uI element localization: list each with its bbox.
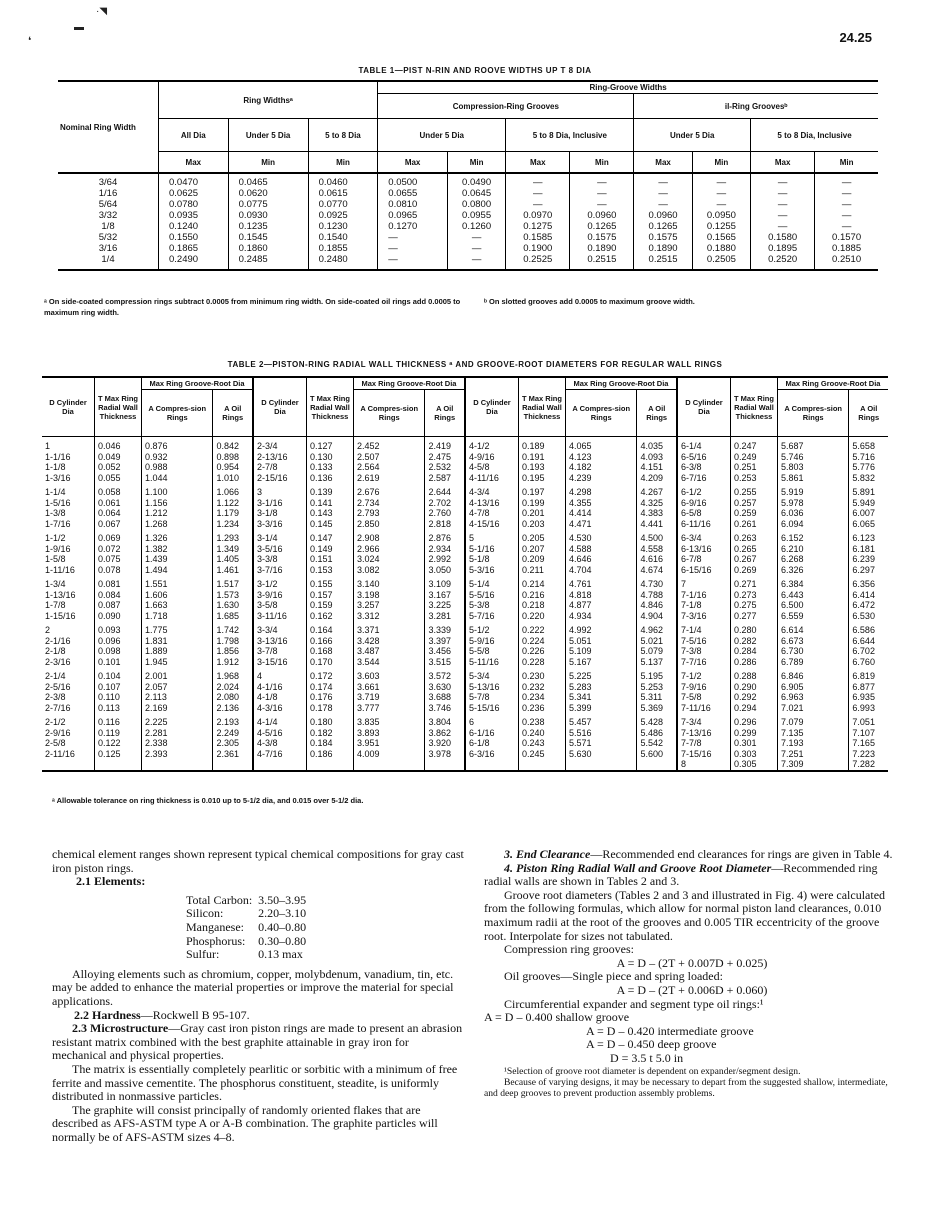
- table2-wall-thickness: 0.127 0.130 0.133 0.136: [306, 437, 353, 484]
- table2-row-group: [42, 575, 888, 621]
- table2-cylinder-dia: 4 4-1/16 4-1/8 4-3/16: [253, 667, 307, 713]
- table2-cylinder-dia: 5-3/4 5-13/16 5-7/8 5-15/16: [465, 667, 519, 713]
- table1-header-max: Max: [634, 152, 692, 174]
- table2-cylinder-dia: 5 5-1/16 5-1/8 5-3/16: [465, 529, 519, 575]
- section-4-text: —Recommended ring radial walls are shown in Tables 2 and 3.: [484, 860, 878, 889]
- table2-wall-thickness: 0.069 0.072 0.075 0.078: [95, 529, 142, 575]
- oil-label: Oil grooves—Single piece and spring loaded:: [504, 969, 723, 984]
- table2-groove-root-oil: 3.109 3.167 3.225 3.281: [425, 575, 465, 621]
- table2-row-group: [42, 437, 888, 484]
- section-2-2-heading: 2.2 Hardness: [74, 1007, 141, 1022]
- table2-groove-root-oil: 5.195 5.253 5.311 5.369: [637, 667, 677, 713]
- table2-header-a-compression: A Compres-sion Rings: [353, 390, 424, 437]
- table2-groove-root-compression: 4.992 5.051 5.109 5.167: [565, 621, 636, 667]
- table2-header-wall-thickness: T Max Ring Radial Wall Thickness: [95, 377, 142, 437]
- table2-header-groove-root: Max Ring Groove-Root Dia: [142, 377, 253, 390]
- table2: [42, 376, 888, 772]
- table2-groove-root-oil: 2.876 2.934 2.992 3.050: [425, 529, 465, 575]
- table2-cylinder-dia: 6-1/4 6-5/16 6-3/8 6-7/16: [677, 437, 731, 484]
- table1-col-rw-all: 0.0470 0.0625 0.0780 0.0935 0.1240 0.1550 0.1865 0.2490: [159, 173, 229, 270]
- table2-groove-root-oil: 1.517 1.573 1.630 1.685: [213, 575, 253, 621]
- element-name: Silicon:: [186, 906, 224, 921]
- element-row: [186, 907, 312, 921]
- table2-groove-root-oil: 1.968 2.024 2.080 2.136: [213, 667, 253, 713]
- table1-header-max: Max: [751, 152, 815, 174]
- table1-col-comp-5to8-min: — — — 0.0960 0.1265 0.1575 0.1890 0.2515: [570, 173, 634, 270]
- table2-groove-root-compression: 4.065 4.123 4.182 4.239: [565, 437, 636, 484]
- table2-header-a-compression: A Compres-sion Rings: [142, 390, 213, 437]
- table2-groove-root-compression: 2.908 2.966 3.024 3.082: [353, 529, 424, 575]
- table2-groove-root-compression: 6.152 6.210 6.268 6.326: [777, 529, 848, 575]
- table2-wall-thickness: 0.164 0.166 0.168 0.170: [306, 621, 353, 667]
- elements-table: [186, 894, 312, 962]
- left-paragraph-4: The graphite will consist principally of randomly oriented flakes that are described as AFS-ASTM type A or A-B combination. The graphite particles will normally be of AFS-ASTM sizes 4–8.: [52, 1102, 438, 1144]
- table2-wall-thickness: 0.189 0.191 0.193 0.195: [518, 437, 565, 484]
- table2-groove-root-oil: 6.586 6.644 6.702 6.760: [849, 621, 888, 667]
- element-row: [186, 894, 312, 908]
- page-number: 24.25: [839, 30, 872, 45]
- scan-mark: ▬: [74, 22, 84, 33]
- table2-header-wall-thickness: T Max Ring Radial Wall Thickness: [306, 377, 353, 437]
- table2-header-cylinder-dia: D Cylinder Dia: [677, 377, 731, 437]
- table2-groove-root-compression: 7.079 7.135 7.193 7.251 7.309: [777, 713, 848, 771]
- table2-groove-root-compression: 3.603 3.661 3.719 3.777: [353, 667, 424, 713]
- table1-header-comp-5to8: 5 to 8 Dia, Inclusive: [506, 119, 634, 152]
- table2-wall-thickness: 0.280 0.282 0.284 0.286: [730, 621, 777, 667]
- table1-header-all-dia: All Dia: [159, 119, 229, 152]
- table2-wall-thickness: 0.255 0.257 0.259 0.261: [730, 483, 777, 529]
- table2-groove-root-oil: 4.962 5.021 5.079 5.137: [637, 621, 677, 667]
- element-row: [186, 935, 312, 949]
- table2-cylinder-dia: 5-1/2 5-9/16 5-5/8 5-11/16: [465, 621, 519, 667]
- table1-header-oil: il-Ring Groovesᵇ: [634, 94, 878, 119]
- table2-cylinder-dia: 7-3/4 7-13/16 7-7/8 7-15/16 8: [677, 713, 731, 771]
- table2-cylinder-dia: 4-1/2 4-9/16 4-5/8 4-11/16: [465, 437, 519, 484]
- table1-header-max: Max: [159, 152, 229, 174]
- table2-groove-root-compression: 4.298 4.355 4.414 4.471: [565, 483, 636, 529]
- table1-header-min: Min: [447, 152, 505, 174]
- table2-groove-root-oil: 2.419 2.475 2.532 2.587: [425, 437, 465, 484]
- element-name: Manganese:: [186, 919, 244, 934]
- table2-groove-root-oil: 7.051 7.107 7.165 7.223 7.282: [849, 713, 888, 771]
- element-name: Sulfur:: [186, 947, 220, 962]
- equation-diameter-range: D = 3.5 t 5.0 in: [610, 1050, 684, 1065]
- table2-header-a-compression: A Compres-sion Rings: [777, 390, 848, 437]
- left-paragraph-3: The matrix is essentially completely pearlitic or sorbitic with a minimum of free ferrite and massive cementite. The phosphorus constituent, steadite, is uniformly distributed in nonmassive particles.: [52, 1061, 458, 1104]
- table2-groove-root-oil: 4.500 4.558 4.616 4.674: [637, 529, 677, 575]
- table2-wall-thickness: 0.139 0.141 0.143 0.145: [306, 483, 353, 529]
- element-name: Total Carbon:: [186, 892, 253, 907]
- table2-wall-thickness: 0.172 0.174 0.176 0.178: [306, 667, 353, 713]
- element-value: 2.20–3.10: [258, 906, 307, 921]
- table1-header-ring-widths: Ring Widthsᵃ: [159, 81, 378, 119]
- equation-intermediate: A = D – 0.420 intermediate groove: [586, 1023, 754, 1038]
- equation-oil: A = D – (2T + 0.006D + 0.060): [616, 982, 768, 997]
- table2-groove-root-compression: 1.775 1.831 1.889 1.945: [142, 621, 213, 667]
- left-column: [52, 848, 464, 1144]
- table2-groove-root-compression: 4.530 4.588 4.646 4.704: [565, 529, 636, 575]
- section-2-2: [52, 1009, 464, 1023]
- table2-footnote: ᵃ Allowable tolerance on ring thickness is 0.010 up to 5-1/2 dia, and 0.015 over 5-1/2 dia.: [52, 796, 364, 805]
- table2-groove-root-compression: 1.551 1.606 1.663 1.718: [142, 575, 213, 621]
- table1-footnote-a: ᵃ On side-coated compression rings subtract 0.0005 from minimum ring width. On side-coated oil rings add 0.0005 to maximum ring width.: [44, 297, 461, 317]
- table2-groove-root-compression: 4.761 4.818 4.877 4.934: [565, 575, 636, 621]
- table2-groove-root-compression: 6.614 6.673 6.730 6.789: [777, 621, 848, 667]
- table2-groove-root-oil: 1.742 1.798 1.856 1.912: [213, 621, 253, 667]
- table2-groove-root-compression: 5.225 5.283 5.341 5.399: [565, 667, 636, 713]
- table2-wall-thickness: 0.222 0.224 0.226 0.228: [518, 621, 565, 667]
- left-paragraph-1: chemical element ranges shown represent typical chemical compositions for gray cast iron piston rings.: [52, 847, 464, 875]
- table2-wall-thickness: 0.247 0.249 0.251 0.253: [730, 437, 777, 484]
- table2-header-a-oil: A Oil Rings: [849, 390, 888, 437]
- table2-cylinder-dia: 2-1/2 2-9/16 2-5/8 2-11/16: [42, 713, 95, 771]
- table2-wall-thickness: 0.288 0.290 0.292 0.294: [730, 667, 777, 713]
- table2-groove-root-oil: 6.819 6.877 6.935 6.993: [849, 667, 888, 713]
- section-2-3-heading: 2.3 Microstructure: [72, 1021, 169, 1036]
- element-value: 3.50–3.95: [258, 892, 307, 907]
- element-value: 0.30–0.80: [258, 933, 307, 948]
- right-paragraph-1: Groove root diameters (Tables 2 and 3 and illustrated in Fig. 4) were calculated from the following formulas, which allow for normal piston land clearances, 0.010 maximum radii at the root of the grooves and 0.005 TIR eccentricity of the groove root. Interpolate for sizes not tabulated.: [484, 887, 886, 943]
- element-row: [186, 948, 312, 962]
- table1-col-rw-under5: 0.0465 0.0620 0.0775 0.0930 0.1235 0.1545 0.1860 0.2485: [228, 173, 308, 270]
- table2-groove-root-oil: 5.891 5.949 6.007 6.065: [849, 483, 888, 529]
- table1-header-max: Max: [378, 152, 448, 174]
- table2-groove-root-compression: 3.835 3.893 3.951 4.009: [353, 713, 424, 771]
- table2-wall-thickness: 0.116 0.119 0.122 0.125: [95, 713, 142, 771]
- table2-cylinder-dia: 3-3/4 3-13/16 3-7/8 3-15/16: [253, 621, 307, 667]
- section-3: [484, 848, 900, 862]
- table2-groove-root-oil: 6.356 6.414 6.472 6.530: [849, 575, 888, 621]
- table2-wall-thickness: 0.263 0.265 0.267 0.269: [730, 529, 777, 575]
- table2-header-cylinder-dia: D Cylinder Dia: [253, 377, 307, 437]
- table2-cylinder-dia: 4-1/4 4-5/16 4-3/8 4-7/16: [253, 713, 307, 771]
- table2-groove-root-oil: 0.842 0.898 0.954 1.010: [213, 437, 253, 484]
- table1-header-min: Min: [692, 152, 750, 174]
- table2-groove-root-compression: 1.100 1.156 1.212 1.268: [142, 483, 213, 529]
- table2-wall-thickness: 0.238 0.240 0.243 0.245: [518, 713, 565, 771]
- table2-wall-thickness: 0.058 0.061 0.064 0.067: [95, 483, 142, 529]
- table2-cylinder-dia: 1-3/4 1-13/16 1-7/8 1-15/16: [45, 579, 76, 621]
- table2-cylinder-dia: 3 3-1/16 3-1/8 3-3/16: [253, 483, 307, 529]
- table2-header-a-oil: A Oil Rings: [425, 390, 465, 437]
- table2-cylinder-dia: 6 6-1/16 6-1/8 6-3/16: [465, 713, 519, 771]
- table2-row-group: [42, 529, 888, 575]
- table2-row-group: [42, 667, 888, 713]
- element-name: Phosphorus:: [186, 933, 246, 948]
- table2-cylinder-dia: 7-1/4 7-5/16 7-3/8 7-7/16: [677, 621, 731, 667]
- table2-cylinder-dia: 2-3/4 2-13/16 2-7/8 2-15/16: [253, 437, 307, 484]
- table1-header-min: Min: [570, 152, 634, 174]
- circumferential-label: Circumferential expander and segment type oil rings:¹: [504, 996, 764, 1011]
- scan-mark: ❛: [28, 36, 32, 47]
- table1-col-oil-5to8-min: — — — — — 0.1570 0.1885 0.2510: [815, 173, 878, 270]
- table2-groove-root-compression: 0.876 0.932 0.988 1.044: [142, 437, 213, 484]
- table2-wall-thickness: 0.296 0.299 0.301 0.303 0.305: [730, 713, 777, 771]
- table2-groove-root-oil: 2.644 2.702 2.760 2.818: [425, 483, 465, 529]
- table1-header-ring-groove: Ring-Groove Widths: [378, 81, 878, 94]
- table2-header-wall-thickness: T Max Ring Radial Wall Thickness: [518, 377, 565, 437]
- table2-groove-root-compression: 6.384 6.443 6.500 6.559: [777, 575, 848, 621]
- table2-wall-thickness: 0.104 0.107 0.110 0.113: [95, 667, 142, 713]
- equation-deep: A = D – 0.450 deep groove: [586, 1037, 717, 1052]
- table2-cylinder-dia: 6-1/2 6-9/16 6-5/8 6-11/16: [677, 483, 731, 529]
- table1-title: TABLE 1—PIST N-RIN AND ROOVE WIDTHS UP T 8 DIA: [358, 66, 592, 75]
- table2-groove-root-oil: 6.123 6.181 6.239 6.297: [849, 529, 888, 575]
- table2-wall-thickness: 0.180 0.182 0.184 0.186: [306, 713, 353, 771]
- table2-header-cylinder-dia: D Cylinder Dia: [465, 377, 519, 437]
- table2-header-a-oil: A Oil Rings: [637, 390, 677, 437]
- section-2-2-text: —Rockwell B 95-107.: [140, 1007, 250, 1022]
- table2-row-group: [42, 713, 888, 771]
- table2-wall-thickness: 0.081 0.084 0.087 0.090: [95, 575, 142, 621]
- table2-cylinder-dia: 1-1/4 1-5/16 1-3/8 1-7/16: [45, 487, 71, 529]
- table1-header-oil-5to8: 5 to 8 Dia, Inclusive: [751, 119, 878, 152]
- section-2-3-text: —Gray cast iron piston rings are made to present an abrasion resistant matrix combined with the best graphite attainable in gray iron for mechanical and physical properties.: [52, 1021, 463, 1063]
- table2-header-a-oil: A Oil Rings: [213, 390, 253, 437]
- table2-groove-root-oil: 1.293 1.349 1.405 1.461: [213, 529, 253, 575]
- table1-col-comp-under5-max: 0.0500 0.0655 0.0810 0.0965 0.1270 — — —: [378, 173, 448, 270]
- table2-header-groove-root: Max Ring Groove-Root Dia: [353, 377, 464, 390]
- table1-header-min: Min: [308, 152, 378, 174]
- table2-cylinder-dia: 3-1/2 3-9/16 3-5/8 3-11/16: [253, 575, 307, 621]
- table1-col-comp-under5-min: 0.0490 0.0645 0.0800 0.0955 0.1260 — — —: [447, 173, 505, 270]
- table2-groove-root-compression: 2.001 2.057 2.113 2.169: [142, 667, 213, 713]
- section-4: [484, 862, 900, 889]
- table2-groove-root-compression: 1.326 1.382 1.439 1.494: [142, 529, 213, 575]
- table2-groove-root-compression: 3.140 3.198 3.257 3.312: [353, 575, 424, 621]
- left-paragraph-2: Alloying elements such as chromium, copper, molybdenum, vanadium, tin, etc. may be added to enhance the material properties or improve the material for special applications.: [52, 966, 454, 1008]
- table1-header-min: Min: [228, 152, 308, 174]
- table1-header-compression: Compression-Ring Grooves: [378, 94, 634, 119]
- table1: [58, 80, 878, 271]
- table1-col-comp-5to8-max: — — — 0.0970 0.1275 0.1585 0.1900 0.2525: [506, 173, 570, 270]
- table2-wall-thickness: 0.046 0.049 0.052 0.055: [95, 437, 142, 484]
- table1-header-max: Max: [506, 152, 570, 174]
- table2-groove-root-compression: 5.687 5.746 5.803 5.861: [777, 437, 848, 484]
- table2-groove-root-oil: 3.572 3.630 3.688 3.746: [425, 667, 465, 713]
- table1-col-oil-under5-min: — — — 0.0950 0.1255 0.1565 0.1880 0.2505: [692, 173, 750, 270]
- section-4-heading: 4. Piston Ring Radial Wall and Groove Root Diameter: [504, 860, 772, 875]
- table2-groove-root-compression: 5.457 5.516 5.571 5.630: [565, 713, 636, 771]
- equation-shallow: A = D – 0.400 shallow groove: [484, 1010, 630, 1025]
- table1-col-nominal: 3/64 1/16 5/64 3/32 1/8 5/32 3/16 1/4: [58, 173, 159, 270]
- table1-header-5to8: 5 to 8 Dia: [308, 119, 378, 152]
- scan-mark: ·◥: [96, 6, 108, 17]
- table2-title: TABLE 2—PISTON-RING RADIAL WALL THICKNESS ᵃ AND GROOVE-ROOT DIAMETERS FOR REGULAR WALL RINGS: [227, 360, 723, 369]
- table2-groove-root-compression: 5.919 5.978 6.036 6.094: [777, 483, 848, 529]
- table2-header-groove-root: Max Ring Groove-Root Dia: [777, 377, 888, 390]
- table2-wall-thickness: 0.147 0.149 0.151 0.153: [306, 529, 353, 575]
- table2-header-wall-thickness: T Max Ring Radial Wall Thickness: [730, 377, 777, 437]
- section-3-heading: 3. End Clearance: [504, 847, 591, 861]
- table2-cylinder-dia: 2 2-1/16 2-1/8 2-3/16: [45, 625, 71, 667]
- table2-groove-root-compression: 3.371 3.428 3.487 3.544: [353, 621, 424, 667]
- table2-groove-root-oil: 3.804 3.862 3.920 3.978: [425, 713, 465, 771]
- table2-cylinder-dia: 4-3/4 4-13/16 4-7/8 4-15/16: [465, 483, 519, 529]
- table2-header-row-1: [42, 377, 888, 390]
- table2-header-cylinder-dia: D Cylinder Dia: [42, 377, 95, 437]
- element-row: [186, 921, 312, 935]
- table2-groove-root-oil: 5.658 5.716 5.776 5.832: [849, 437, 888, 484]
- table2-wall-thickness: 0.271 0.273 0.275 0.277: [730, 575, 777, 621]
- right-column: [484, 848, 900, 1099]
- table2-wall-thickness: 0.205 0.207 0.209 0.211: [518, 529, 565, 575]
- table1-footnote-b: ᵇ On slotted grooves add 0.0005 to maximum groove width.: [484, 297, 695, 306]
- table2-cylinder-dia: 3-1/4 3-5/16 3-3/8 3-7/16: [253, 529, 307, 575]
- table2-groove-root-oil: 4.035 4.093 4.151 4.209: [637, 437, 677, 484]
- table2-cylinder-dia: 6-3/4 6-13/16 6-7/8 6-15/16: [677, 529, 731, 575]
- table2-wall-thickness: 0.197 0.199 0.201 0.203: [518, 483, 565, 529]
- compression-label: Compression ring grooves:: [504, 942, 634, 957]
- table2-cylinder-dia: 2-1/4 2-5/16 2-3/8 2-7/16: [45, 671, 71, 713]
- equation-compression: A = D – (2T + 0.007D + 0.025): [616, 955, 768, 970]
- table2-header-a-compression: A Compres-sion Rings: [565, 390, 636, 437]
- table2-groove-root-oil: 3.339 3.397 3.456 3.515: [425, 621, 465, 667]
- table2-wall-thickness: 0.230 0.232 0.234 0.236: [518, 667, 565, 713]
- table2-groove-root-oil: 5.428 5.486 5.542 5.600: [637, 713, 677, 771]
- table2-groove-root-compression: 2.676 2.734 2.793 2.850: [353, 483, 424, 529]
- element-value: 0.40–0.80: [258, 919, 307, 934]
- table2-cylinder-dia: 1-1/2 1-9/16 1-5/8 1-11/16: [45, 533, 75, 575]
- table2-cylinder-dia: 5-1/4 5-5/16 5-3/8 5-7/16: [465, 575, 519, 621]
- table1-col-rw-5to8: 0.0460 0.0615 0.0770 0.0925 0.1230 0.1540 0.1855 0.2480: [308, 173, 378, 270]
- table1-col-oil-5to8-max: — — — — — 0.1580 0.1895 0.2520: [751, 173, 815, 270]
- footnote-1: ¹Selection of groove root diameter is dependent on expander/segment design.: [504, 1065, 801, 1077]
- section-2-1-heading: 2.1 Elements:: [76, 874, 146, 889]
- table2-cylinder-dia: 7 7-1/16 7-1/8 7-3/16: [677, 575, 731, 621]
- table2-cylinder-dia: 7-1/2 7-9/16 7-5/8 7-11/16: [677, 667, 731, 713]
- table2-header-groove-root: Max Ring Groove-Root Dia: [565, 377, 676, 390]
- footnote-2: Because of varying designs, it may be necessary to depart from the suggested shallow, intermediate, and deep grooves to prevent production assembly problems.: [484, 1076, 888, 1099]
- table2-groove-root-oil: 4.730 4.788 4.846 4.904: [637, 575, 677, 621]
- table1-header-comp-under5: Under 5 Dia: [378, 119, 506, 152]
- table2-groove-root-compression: 6.846 6.905 6.963 7.021: [777, 667, 848, 713]
- table1-header-under5: Under 5 Dia: [228, 119, 308, 152]
- table2-cylinder-dia: 1 1-1/16 1-1/8 1-3/16: [45, 441, 71, 483]
- element-value: 0.13 max: [258, 947, 303, 962]
- section-2-3: [52, 1022, 464, 1063]
- table2-row-group: [42, 483, 888, 529]
- table1-header-oil-under5: Under 5 Dia: [634, 119, 751, 152]
- table2-groove-root-compression: 2.452 2.507 2.564 2.619: [353, 437, 424, 484]
- table2-wall-thickness: 0.214 0.216 0.218 0.220: [518, 575, 565, 621]
- table2-groove-root-oil: 2.193 2.249 2.305 2.361: [213, 713, 253, 771]
- table2-groove-root-compression: 2.225 2.281 2.338 2.393: [142, 713, 213, 771]
- table2-groove-root-oil: 1.066 1.122 1.179 1.234: [213, 483, 253, 529]
- table2-row-group: [42, 621, 888, 667]
- table2-wall-thickness: 0.093 0.096 0.098 0.101: [95, 621, 142, 667]
- table2-wall-thickness: 0.155 0.157 0.159 0.162: [306, 575, 353, 621]
- table2-groove-root-oil: 4.267 4.325 4.383 4.441: [637, 483, 677, 529]
- table1-header-nominal: Nominal Ring Width: [58, 81, 159, 173]
- table2-body: [42, 437, 888, 771]
- table1-col-oil-under5-max: — — — 0.0960 0.1265 0.1575 0.1890 0.2515: [634, 173, 692, 270]
- section-3-text: —Recommended end clearances for rings are given in Table 4.: [590, 847, 893, 861]
- table1-header-min: Min: [815, 152, 878, 174]
